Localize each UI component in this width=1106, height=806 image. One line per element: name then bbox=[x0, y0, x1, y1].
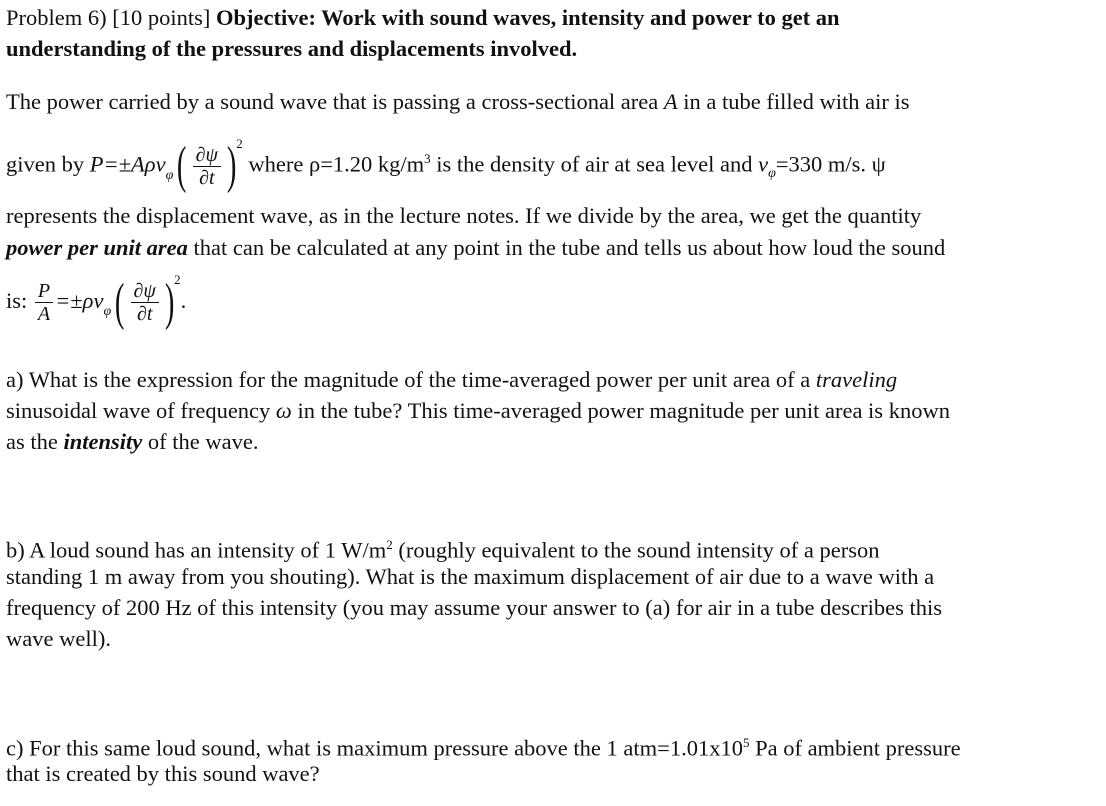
cubed-superscript: 3 bbox=[424, 151, 431, 166]
part-c-line-1-end: Pa of ambient pressure bbox=[749, 735, 961, 761]
part-a-line-2-end: in the tube? This time-averaged power magnitude per unit area is known bbox=[291, 398, 950, 423]
part-a-line-1 bbox=[6, 365, 897, 395]
square-exponent-2: 2 bbox=[174, 272, 181, 287]
squared-superscript: 2 bbox=[386, 537, 393, 552]
part-b-line-1-end: (roughly equivalent to the sound intensity of a person bbox=[392, 537, 880, 563]
given-by-text: given by bbox=[6, 151, 90, 177]
part-b-line-2: standing 1 m away from you shouting). What is the maximum displacement of air due to a wave with a bbox=[6, 564, 935, 589]
intro-text: The power carried by a sound wave that is passing a cross-sectional area bbox=[6, 89, 664, 114]
where-text: where ρ=1.20 kg/m bbox=[248, 151, 425, 177]
deriv-numerator: ∂ψ bbox=[193, 144, 221, 167]
part-a-line-2-start: sinusoidal wave of frequency bbox=[6, 398, 276, 423]
partial-derivative-fraction bbox=[193, 144, 221, 189]
power-per-unit-area-term: power per unit area bbox=[6, 235, 188, 260]
part-a-line-3-end: of the wave. bbox=[142, 429, 259, 454]
part-a-line-2 bbox=[6, 396, 950, 426]
intensity-equation-rhs: =±ρv bbox=[55, 288, 104, 313]
part-c-line-1-start: c) For this same loud sound, what is maximum pressure above the 1 atm=1.01x10 bbox=[6, 735, 743, 761]
omega-symbol: ω bbox=[275, 398, 292, 423]
part-b-line-1-start: b) A loud sound has an intensity of 1 W/m bbox=[6, 537, 387, 563]
intro-line-3: represents the displacement wave, as in the lecture notes. If we divide by the area, we get the quantity bbox=[6, 203, 922, 228]
p-over-a-fraction bbox=[35, 280, 53, 325]
intro-line-4-text: that can be calculated at any point in the tube and tells us about how loud the sound bbox=[187, 235, 946, 260]
intro-line-1 bbox=[6, 87, 909, 117]
power-equation-lhs: P=±Aρv bbox=[89, 151, 166, 177]
density-description: is the density of air at sea level and bbox=[430, 151, 759, 177]
square-exponent: 2 bbox=[236, 135, 243, 151]
right-paren-icon: ) bbox=[226, 137, 237, 195]
intensity-term: intensity bbox=[63, 429, 143, 454]
part-a-question: a) What is the expression for the magnitude of the time-averaged power per unit area of a bbox=[6, 367, 816, 392]
intro-text-end: in a tube filled with air is bbox=[677, 89, 910, 114]
is-label: is: bbox=[6, 288, 33, 313]
deriv-numerator-2: ∂ψ bbox=[131, 280, 159, 303]
problem-heading-line-1 bbox=[6, 3, 840, 33]
frac-p: P bbox=[35, 280, 53, 303]
part-a-line-3 bbox=[6, 427, 258, 457]
problem-label: Problem 6) [10 points] bbox=[6, 5, 216, 30]
partial-derivative-fraction-2 bbox=[131, 280, 159, 325]
part-b-line-4: wave well). bbox=[6, 626, 111, 651]
phase-velocity-value: =330 m/s. ψ bbox=[775, 151, 886, 177]
left-paren-icon: ( bbox=[177, 137, 187, 195]
deriv-denominator: ∂t bbox=[199, 166, 215, 189]
traveling-term: traveling bbox=[815, 367, 898, 392]
phase-velocity-subscript: φ bbox=[768, 165, 776, 181]
objective-text: Objective: Work with sound waves, intensity and power to get an bbox=[215, 5, 840, 30]
phase-velocity-symbol: v bbox=[758, 151, 769, 177]
part-b-line-1 bbox=[6, 530, 880, 566]
phi-subscript: φ bbox=[165, 167, 174, 183]
part-c-line-2: that is created by this sound wave? bbox=[6, 761, 320, 786]
equation-period: . bbox=[180, 288, 187, 313]
intro-line-2-equation bbox=[6, 124, 886, 194]
phi-subscript-2: φ bbox=[103, 304, 112, 319]
right-paren-icon-2: ) bbox=[164, 273, 175, 331]
intro-line-5-equation bbox=[6, 266, 186, 336]
problem-heading-line-2: understanding of the pressures and displacements involved. bbox=[6, 36, 578, 61]
frac-a: A bbox=[37, 303, 51, 326]
part-a-line-3-start: as the bbox=[6, 429, 64, 454]
left-paren-icon-2: ( bbox=[115, 273, 125, 331]
intro-line-4 bbox=[6, 233, 945, 263]
part-b-line-3: frequency of 200 Hz of this intensity (you may assume your answer to (a) for air in a tube describes this bbox=[6, 595, 942, 620]
deriv-denominator-2: ∂t bbox=[136, 303, 153, 326]
area-variable: A bbox=[663, 89, 678, 114]
exponent-superscript: 5 bbox=[742, 735, 750, 750]
